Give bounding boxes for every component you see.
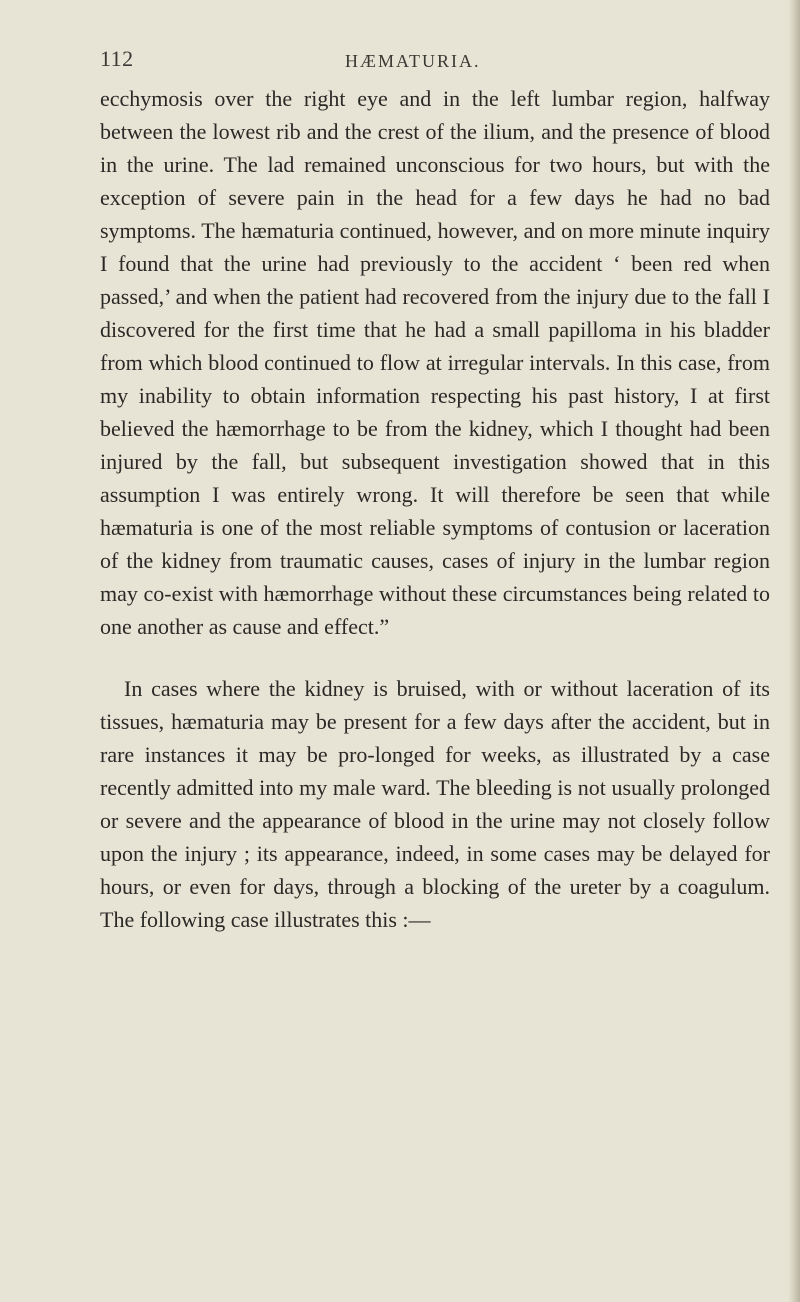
running-head: [100, 46, 760, 80]
page-edge-shadow: [788, 0, 800, 1302]
paragraph-cases-bruised: In cases where the kidney is bruised, with or without laceration of its tissues, hæmaturia may be present for a few days after the accident, but in rare instances it may be pro-longed for weeks, as illustrated by a case recently admitted into my male ward. The bleeding is not usually prolonged or severe and the appearance of blood in the urine may not closely follow upon the injury ; its appearance, indeed, in some cases may be delayed for hours, or even for days, through a blocking of the ureter by a coagulum. The following case illustrates this :—: [100, 676, 770, 932]
running-title: HÆMATURIA.: [345, 51, 481, 71]
body-text: [100, 82, 770, 936]
paragraph-continued: ecchymosis over the right eye and in the left lumbar region, halfway between the lowest rib and the crest of the ilium, and the presence of blood in the urine. The lad remained unconscious for two hours, but with the exception of severe pain in the head for a few days he had no bad symptoms. The hæmaturia continued, however, and on more minute inquiry I found that the urine had previously to the accident ‘ been red when passed,’ and when the patient had recovered from the injury due to the fall I discovered for the first time that he had a small papilloma in his bladder from which blood continued to flow at irregular intervals. In this case, from my inability to obtain information respecting his past history, I at first believed the hæmorrhage to be from the kidney, which I thought had been injured by the fall, but subsequent investigation showed that in this assumption I was entirely wrong. It will therefore be seen that while hæmaturia is one of the most reliable symptoms of contusion or laceration of the kidney from traumatic causes, cases of injury in the lumbar region may co-exist with hæmorrhage without these circumstances being related to one another as cause and effect.”: [100, 86, 770, 639]
page-number: 112: [100, 46, 134, 71]
